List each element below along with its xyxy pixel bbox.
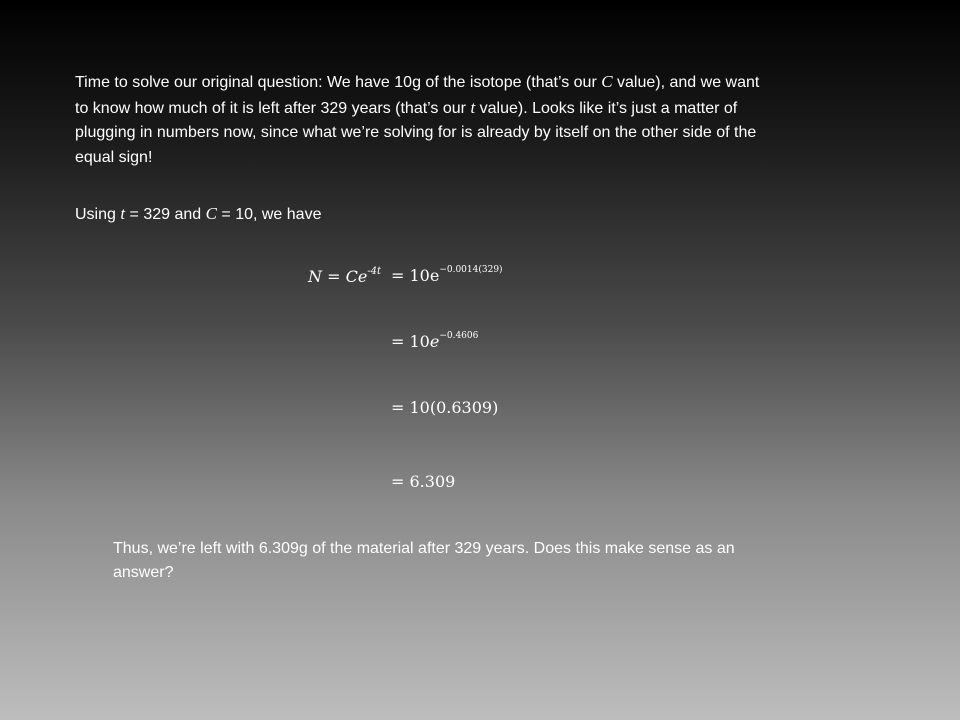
variable-c: C	[601, 72, 613, 91]
intro-line-1: Time to solve our original question: We have 10g of the isotope (that’s our C value), and we want	[75, 72, 760, 91]
conclusion-paragraph	[113, 537, 813, 585]
formula-exponent: -4t	[367, 265, 382, 277]
using-statement: Using t = 329 and C = 10, we have	[75, 204, 322, 223]
variable-t: t	[470, 97, 476, 117]
step-1: = $10e^{-0.0014(329)}$	[391, 264, 503, 285]
conclusion-line-2: answer?	[113, 564, 174, 581]
intro-line-2: to know how much of it is left after 329 years (that’s our t value). Looks like it’s just a matter of	[75, 97, 738, 117]
conclusion-line-1: Thus, we’re left with 6.309g of the material after 329 years. Does this make sense as an	[113, 540, 735, 557]
variable-c: C	[205, 204, 217, 223]
step-3: = 10(0.6309)	[391, 398, 499, 417]
step-2: = $10e^{-0.4606}$	[391, 330, 479, 351]
variable-t: t	[120, 204, 126, 223]
step-2-exponent: −0.4606	[439, 330, 479, 341]
intro-line-3: plugging in numbers now, since what we’re solving for is already by itself on the other side of the	[75, 124, 757, 141]
step-4: = 6.309	[391, 472, 456, 491]
intro-paragraph	[75, 70, 835, 170]
decay-formula: $N = Ce^{-4t}$	[308, 265, 382, 286]
intro-line-4: equal sign!	[75, 148, 153, 166]
step-1-exponent: −0.0014(329)	[439, 264, 503, 275]
